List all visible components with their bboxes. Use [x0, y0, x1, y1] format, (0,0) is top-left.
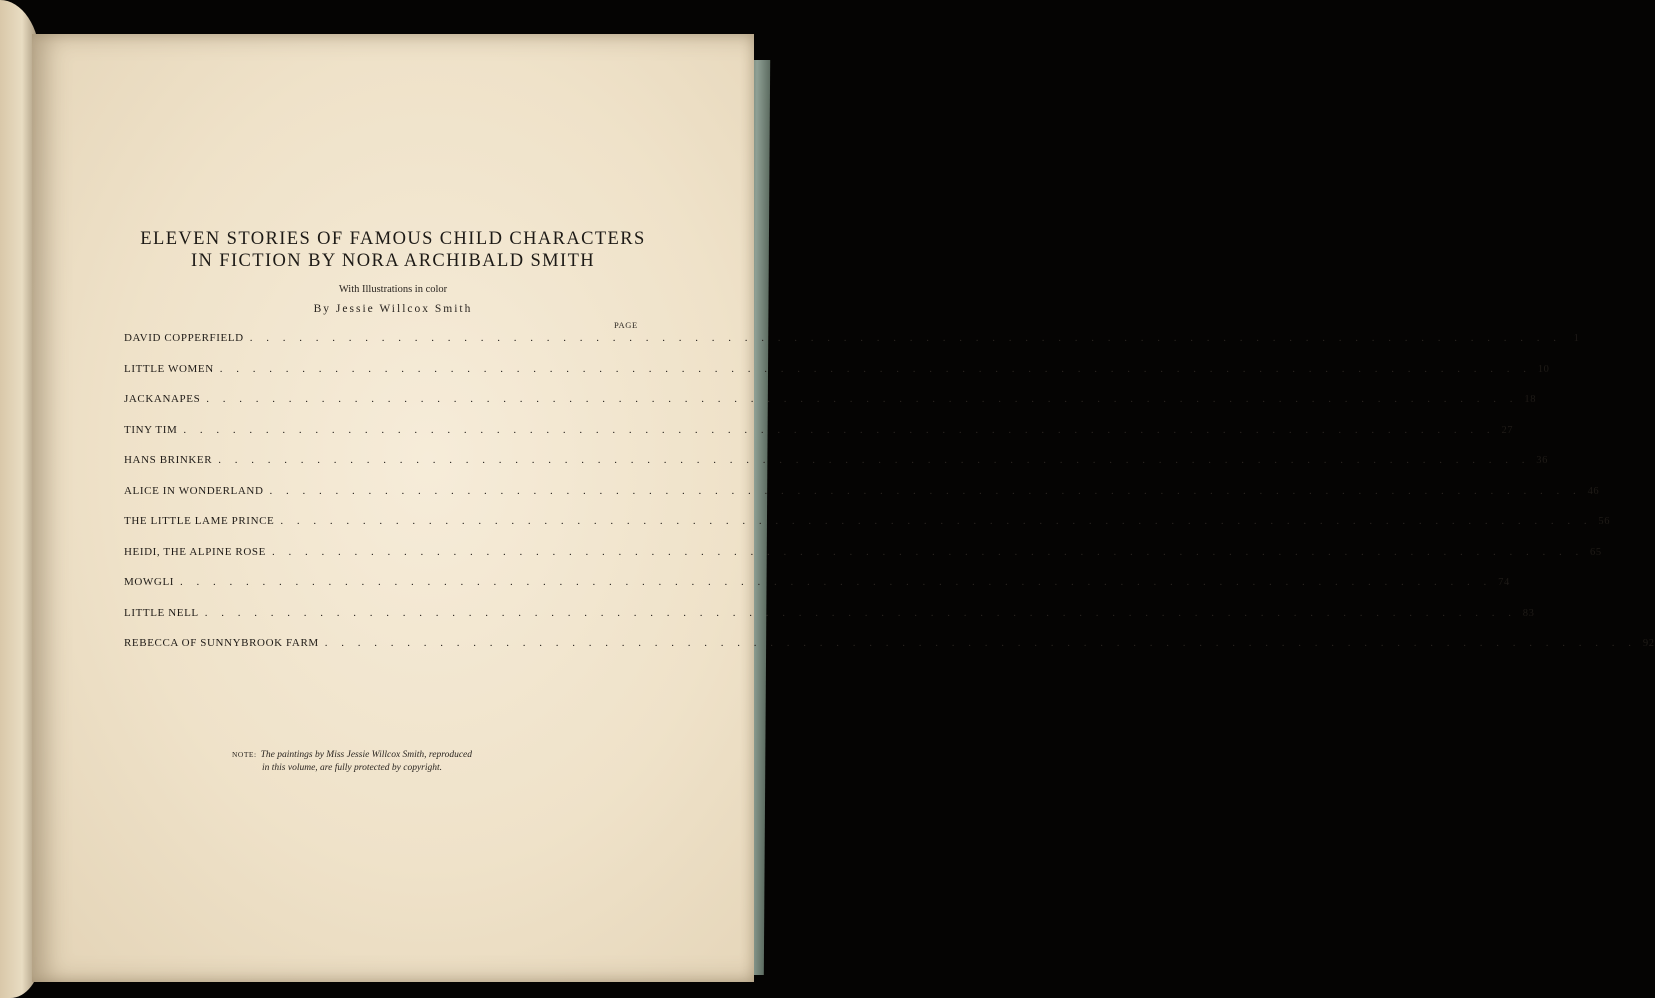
page-title-line-2: IN FICTION BY NORA ARCHIBALD SMITH: [190, 251, 596, 271]
toc-row: [124, 545, 1602, 562]
toc-entry-page: 65: [1589, 546, 1602, 558]
toc-entry-page: 56: [1598, 516, 1611, 527]
toc-leader-dots: . . . . . . . . . . . . . . . . . . . . . . . . . . . . . . . . . . . . . . . . . . . . . . . . . . . . . . . . . . . . . . . . . . . . . . . . . . . . . . . .: [218, 454, 1530, 466]
toc-row: [124, 332, 1580, 348]
toc-entry-title: HANS BRINKER: [124, 454, 213, 466]
toc-page-column-header: PAGE: [614, 320, 638, 330]
toc-entry-title: ALICE IN WONDERLAND: [124, 484, 264, 497]
toc-entry-page: 10: [1537, 363, 1550, 375]
note-label: NOTE:: [232, 750, 257, 759]
toc-row: [124, 484, 1600, 501]
toc-entry-page: 1: [1573, 333, 1580, 344]
toc-entry-title: REBECCA OF SUNNYBROOK FARM: [124, 637, 319, 649]
toc-entry-title: LITTLE NELL: [124, 606, 199, 619]
toc-entry-page: 27: [1501, 424, 1514, 436]
toc-entry-page: 46: [1587, 485, 1600, 497]
note-line-2: in this volume, are fully protected by copyright.: [262, 763, 443, 773]
book-page: [32, 34, 1655, 982]
toc-entry-title: THE LITTLE LAME PRINCE: [124, 515, 275, 527]
toc-leader-dots: . . . . . . . . . . . . . . . . . . . . . . . . . . . . . . . . . . . . . . . . . . . . . . . . . . . . . . . . . . . . . . . . . . . . . . . . . . . . . . . .: [269, 484, 1582, 497]
toc-leader-dots: . . . . . . . . . . . . . . . . . . . . . . . . . . . . . . . . . . . . . . . . . . . . . . . . . . . . . . . . . . . . . . . . . . . . . . . . . . . . . . . .: [180, 576, 1492, 588]
toc-row: [124, 393, 1537, 409]
toc-row: [124, 454, 1548, 470]
toc-leader-dots: . . . . . . . . . . . . . . . . . . . . . . . . . . . . . . . . . . . . . . . . . . . . . . . . . . . . . . . . . . . . . . . . . . . . . . . . . . . . . . . .: [206, 393, 1519, 405]
toc-entry-page: 83: [1522, 607, 1535, 619]
toc-leader-dots: . . . . . . . . . . . . . . . . . . . . . . . . . . . . . . . . . . . . . . . . . . . . . . . . . . . . . . . . . . . . . . . . . . . . . . . . . . . . . . . .: [280, 515, 1593, 527]
toc-entry-title: LITTLE WOMEN: [124, 362, 214, 375]
toc-entry-title: DAVID COPPERFIELD: [124, 332, 244, 344]
toc-row: [124, 576, 1510, 592]
note-line-1: The paintings by Miss Jessie Willcox Smith, reproduced: [260, 750, 473, 760]
toc-row: [124, 423, 1514, 440]
page-title-line-1: ELEVEN STORIES OF FAMOUS CHILD CHARACTERS: [140, 229, 646, 249]
toc-leader-dots: . . . . . . . . . . . . . . . . . . . . . . . . . . . . . . . . . . . . . . . . . . . . . . . . . . . . . . . . . . . . . . . . . . . . . . . . . . . . . . . .: [219, 362, 1532, 375]
toc-entry-page: 18: [1524, 394, 1537, 405]
illustrator-byline: By Jessie Willcox Smith: [313, 303, 473, 315]
toc-entry-title: HEIDI, THE ALPINE ROSE: [124, 545, 266, 558]
toc-row: [124, 637, 1655, 653]
toc-row: [124, 606, 1535, 623]
toc-leader-dots: . . . . . . . . . . . . . . . . . . . . . . . . . . . . . . . . . . . . . . . . . . . . . . . . . . . . . . . . . . . . . . . . . . . . . . . . . . . . . . . .: [204, 606, 1517, 619]
toc-entry-title: JACKANAPES: [124, 393, 201, 405]
toc-leader-dots: . . . . . . . . . . . . . . . . . . . . . . . . . . . . . . . . . . . . . . . . . . . . . . . . . . . . . . . . . . . . . . . . . . . . . . . . . . . . . . . .: [324, 637, 1637, 649]
toc-entry-page: 36: [1536, 455, 1548, 466]
toc-leader-dots: . . . . . . . . . . . . . . . . . . . . . . . . . . . . . . . . . . . . . . . . . . . . . . . . . . . . . . . . . . . . . . . . . . . . . . . . . . . . . . . .: [183, 423, 1496, 436]
toc-entry-page: 74: [1498, 577, 1510, 588]
toc-row: [124, 362, 1550, 379]
toc-row: [124, 515, 1611, 531]
toc-leader-dots: . . . . . . . . . . . . . . . . . . . . . . . . . . . . . . . . . . . . . . . . . . . . . . . . . . . . . . . . . . . . . . . . . . . . . . . . . . . . . . . .: [249, 332, 1562, 344]
toc-entry-page: 92: [1642, 638, 1655, 649]
toc-entry-title: TINY TIM: [124, 423, 178, 436]
toc-leader-dots: . . . . . . . . . . . . . . . . . . . . . . . . . . . . . . . . . . . . . . . . . . . . . . . . . . . . . . . . . . . . . . . . . . . . . . . . . . . . . . . .: [271, 545, 1584, 558]
copyright-note: [232, 748, 572, 775]
toc-entry-title: MOWGLI: [124, 576, 175, 588]
illustrations-subtitle: With Illustrations in color: [338, 284, 448, 295]
